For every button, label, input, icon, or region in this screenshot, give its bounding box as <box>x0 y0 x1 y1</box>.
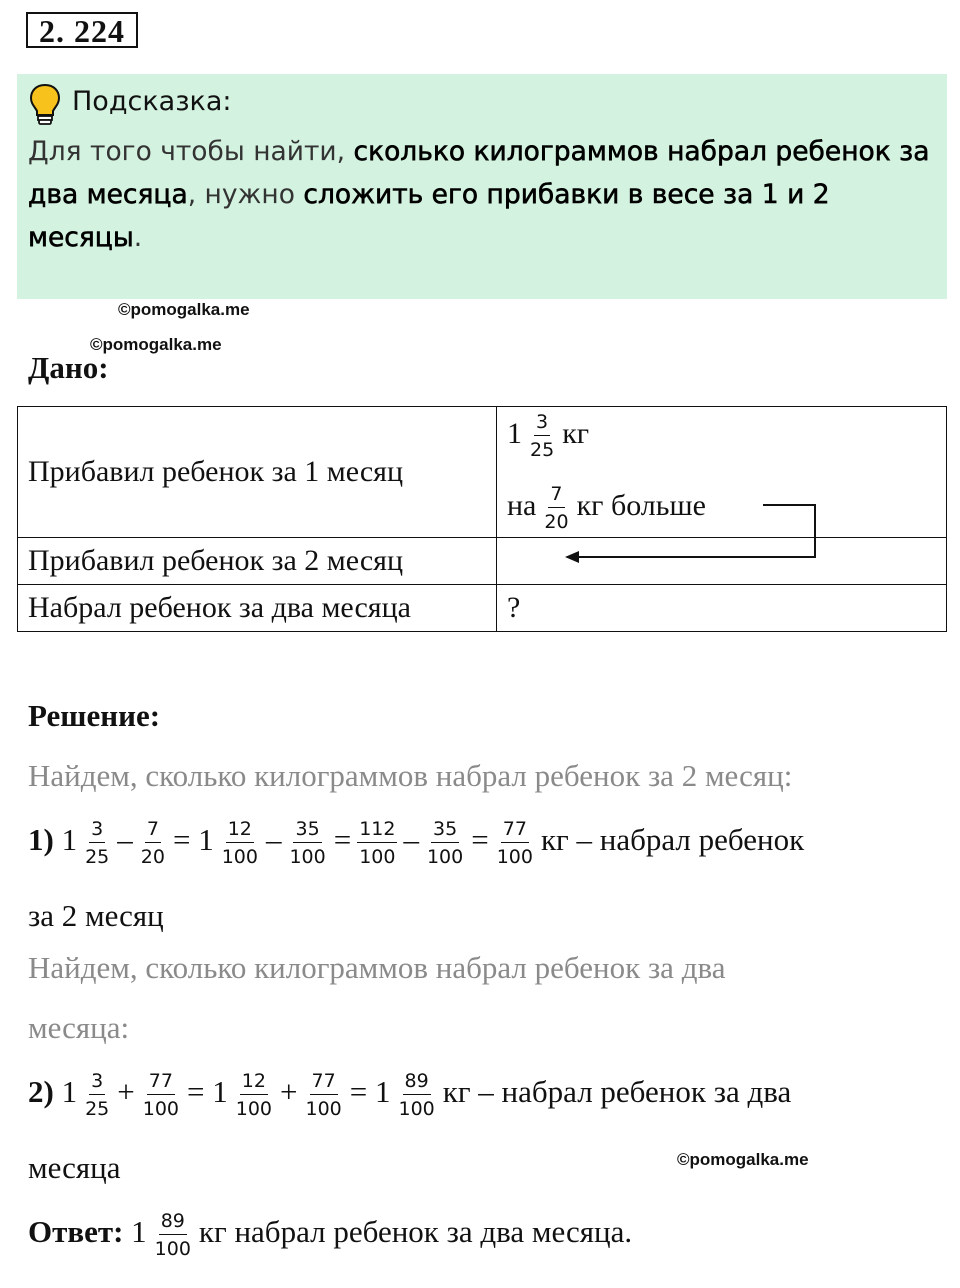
lightbulb-icon <box>28 82 62 126</box>
fraction: $\frac{35}{100}$ <box>289 818 326 868</box>
step1-tail: за 2 месяц <box>28 898 164 933</box>
fraction: $\frac{35}{100}$ <box>426 818 464 868</box>
step2-expression: 2) 1 $\frac{3}{25}$ + $\frac{77}{100}$ = 1 $\frac{12}{100}$ + $\frac{77}{100}$ = 1 $\frac{89}{100}$ кг – набрал ребенок за два <box>28 1070 792 1120</box>
step2-tail: месяца <box>28 1150 121 1185</box>
hint-emphasis-1: сколько килограммов набрал ребенок за два месяца <box>28 136 930 210</box>
fraction: $\frac{7}{20}$ <box>140 818 165 868</box>
fraction: $\frac{3}{25}$ <box>85 818 110 868</box>
row-label: Прибавил ребенок за 1 месяц <box>18 407 497 538</box>
step2-intro: Найдем, сколько килограммов набрал ребенок за два <box>28 950 726 985</box>
fraction: $\frac{77}{100}$ <box>496 818 533 868</box>
watermark: ©pomogalka.me <box>90 335 222 354</box>
fraction: $\frac{89}{100}$ <box>154 1210 191 1260</box>
fraction: $\frac{12}{100}$ <box>221 818 258 868</box>
fraction: $\frac{12}{100}$ <box>235 1070 273 1120</box>
hint-text: Для того чтобы найти, сколько килограммов набрал ребенок за два месяца, нужно сложить его прибавки в весе за 1 и 2 месяцы. <box>28 136 930 253</box>
step2-intro-cont: месяца: <box>28 1010 130 1045</box>
problem-number: 2. 224 <box>26 12 138 48</box>
watermark: ©pomogalka.me <box>677 1150 809 1169</box>
answer-label: Ответ: <box>28 1214 124 1250</box>
fraction: $\frac{3}{25}$ <box>85 1070 110 1120</box>
step1-expression: 1) 1 $\frac{3}{25}$ – $\frac{7}{20}$ = 1 $\frac{12}{100}$ – $\frac{35}{100}$ = $\frac{112}{100}$ – $\frac{35}{100}$ = $\frac{77}{100}$ кг – набрал ребенок <box>28 818 805 868</box>
fraction: $\frac{7}{20}$ <box>544 483 569 533</box>
row-value: ? <box>497 585 947 632</box>
relation-arrow <box>555 495 825 570</box>
watermark: ©pomogalka.me <box>118 300 250 319</box>
step1-intro: Найдем, сколько килограммов набрал ребенок за 2 месяц: <box>28 758 793 793</box>
fraction: $\frac{112}{100}$ <box>359 818 396 868</box>
row-label: Набрал ребенок за два месяца <box>18 585 497 632</box>
solution-heading: Решение: <box>28 698 161 733</box>
row-value: 1 $\frac{3}{25}$ кг на $\frac{7}{20}$ кг больше <box>497 407 947 538</box>
fraction: $\frac{77}{100}$ <box>142 1070 180 1120</box>
hint-title: Подсказка: <box>72 86 232 117</box>
fraction: $\frac{77}{100}$ <box>305 1070 342 1120</box>
table-row <box>18 585 947 632</box>
row-label: Прибавил ребенок за 2 месяц <box>18 538 497 585</box>
hint-emphasis-2: сложить его прибавки в весе за 1 и 2 месяцы <box>28 179 830 253</box>
answer: Ответ: 1 $\frac{89}{100}$ кг набрал ребенок за два месяца. <box>28 1210 633 1260</box>
fraction: $\frac{89}{100}$ <box>398 1070 435 1120</box>
given-heading: Дано: <box>28 350 109 385</box>
fraction: $\frac{3}{25}$ <box>530 411 555 461</box>
